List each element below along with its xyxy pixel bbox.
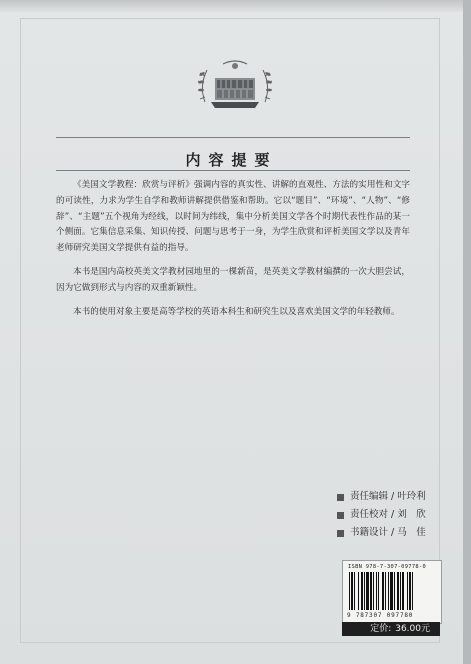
top-rule [56, 137, 410, 138]
credit-row: 责任校对 / 刘 欣 [337, 506, 457, 524]
barcode-stripe [412, 572, 413, 610]
barcode-stripe [409, 572, 411, 610]
barcode-stripe [370, 572, 372, 610]
price-bar [342, 622, 440, 636]
credit-name: 叶玲利 [397, 491, 426, 502]
barcode-stripe [390, 572, 393, 610]
credit-role: 责任校对 [350, 509, 389, 520]
barcode-digits: 9 787307 097780 [347, 612, 414, 619]
barcode-stripe [400, 572, 401, 610]
emblem-icon [193, 56, 277, 118]
credit-row: 责任编辑 / 叶玲利 [337, 488, 457, 506]
barcode-stripe [378, 572, 379, 610]
barcode-stripe [407, 572, 408, 610]
barcode-stripe [402, 572, 404, 610]
barcode-label [342, 560, 442, 624]
summary-paragraph: 本书是国内高校英美文学教材园地里的一棵新苗，是英美文学教材编撰的一次大胆尝试，因为它做到形式与内容的双重新颖性。 [56, 266, 410, 293]
barcode-stripe [382, 572, 384, 610]
square-bullet-icon [337, 494, 344, 501]
barcode-stripe [354, 572, 355, 610]
barcode-stripe [351, 572, 353, 610]
square-bullet-icon [337, 530, 344, 537]
section-title: 内容提要 [185, 151, 278, 169]
credit-name: 刘 欣 [397, 509, 426, 520]
price-label: 定价: [370, 624, 392, 634]
credits [337, 488, 457, 542]
barcode-stripe [364, 572, 365, 610]
barcode-stripe [366, 572, 369, 610]
summary-text [56, 178, 410, 328]
isbn-text: ISBN 978-7-307-09778-0 [348, 564, 426, 570]
barcode-stripe [358, 572, 359, 610]
barcode-stripe [394, 572, 395, 610]
summary-paragraph: 本书的使用对象主要是高等学校的英语本科生和研究生以及喜欢美国文学的年轻教师。 [73, 306, 400, 317]
price-value: 36.00元 [395, 624, 430, 634]
barcode-stripe [388, 572, 389, 610]
barcode-stripe [385, 572, 386, 610]
credit-name: 马 佳 [397, 527, 426, 538]
credit-role: 书籍设计 [350, 527, 389, 538]
barcode-stripe [361, 572, 363, 610]
top-edge [0, 0, 463, 12]
barcode-stripe [376, 572, 377, 610]
square-bullet-icon [337, 512, 344, 519]
barcode-icon [348, 572, 436, 610]
barcode-stripe [373, 572, 374, 610]
title-rule [56, 170, 410, 171]
credit-role: 责任编辑 [350, 491, 389, 502]
barcode-stripe [397, 572, 399, 610]
summary-paragraph: 《美国文学教程：欣赏与评析》强调内容的真实性、讲解的直观性、方法的实用性和文字的可读性，力求为学生自学和教师讲解提供借鉴和帮助。它以“题目”、“环境”、“人物”、“修辞”、“主题”五个视角为经线，以时间为纬线，集中分析美国文学各个时期代表性作品的某一个侧面。它集信息采集、知识传授、问题与思考于一身，为学生欣赏和评析美国文学以及青年老师研究美国文学提供有益的指导。 [56, 180, 410, 254]
credit-row: 书籍设计 / 马 佳 [337, 524, 457, 542]
barcode-stripe [349, 572, 350, 610]
